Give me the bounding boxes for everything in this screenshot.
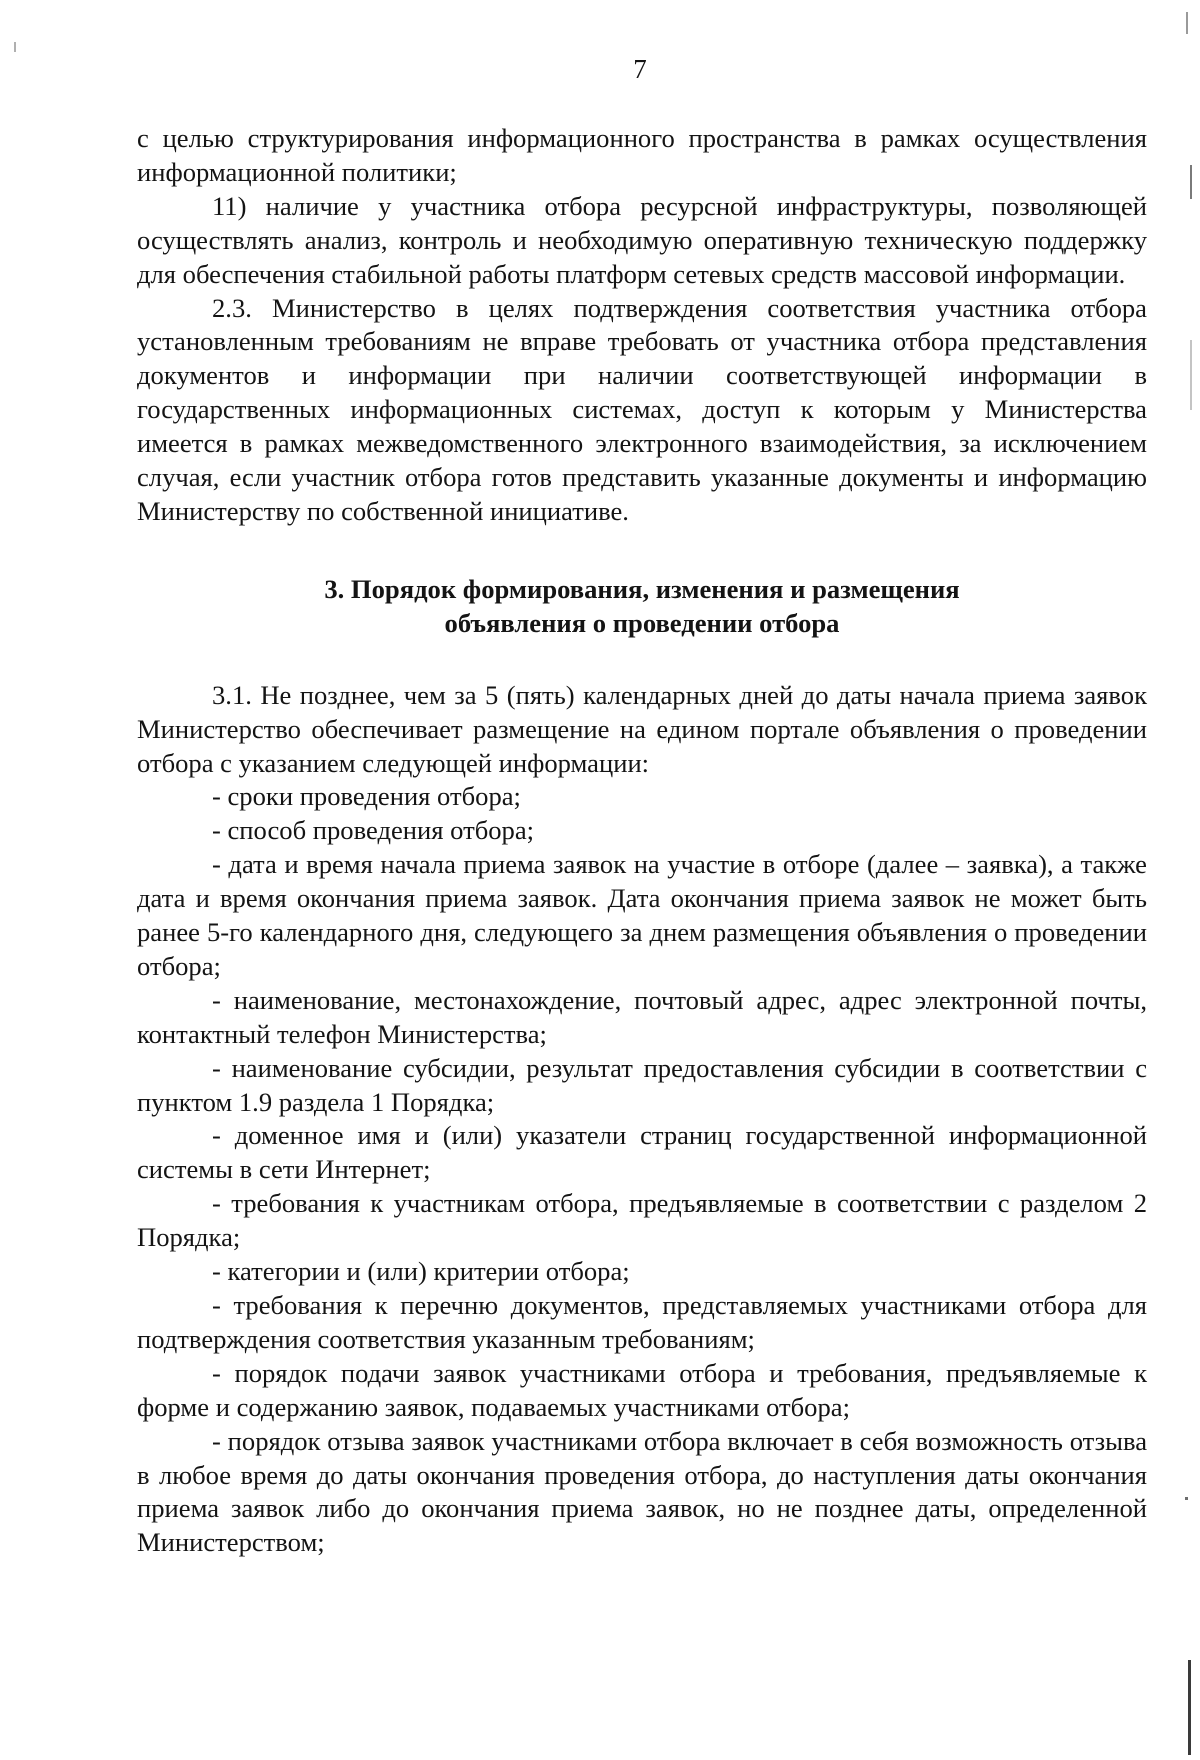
list-item: - требования к участникам отбора, предъявляемые в соответствии с разделом 2 Порядка; bbox=[137, 1188, 1147, 1253]
list-item: - наименование, местонахождение, почтовый адрес, адрес электронной почты, контактный телефон Министерства; bbox=[137, 984, 1147, 1049]
scan-artifact bbox=[1186, 12, 1188, 34]
section-heading-line: 3. Порядок формирования, изменения и размещения bbox=[324, 573, 960, 604]
list-item: - способ проведения отбора; bbox=[212, 815, 535, 846]
scan-artifact bbox=[1190, 165, 1192, 199]
list-item: - сроки проведения отбора; bbox=[212, 781, 521, 812]
list-item: - доменное имя и (или) указатели страниц государственной информационной системы в сети Интернет; bbox=[137, 1120, 1147, 1185]
list-item: - категории и (или) критерии отбора; bbox=[212, 1256, 630, 1287]
scan-artifact bbox=[1188, 1660, 1191, 1755]
paragraph: 11) наличие у участника отбора ресурсной инфраструктуры, позволяющей осуществлять анализ, контроль и необходимую оперативную техническую поддержку для обеспечения стабильной работы платформ сетевых средств массовой информации. bbox=[137, 190, 1147, 289]
list-item: - требования к перечню документов, представляемых участниками отбора для подтверждения соответствия указанным требованиям; bbox=[137, 1290, 1147, 1354]
list-item: - порядок подачи заявок участниками отбора и требования, предъявляемые к форме и содержанию заявок, подаваемых участниками отбора; bbox=[137, 1357, 1147, 1422]
page-number: 7 bbox=[633, 54, 647, 84]
list-item: - наименование субсидии, результат предоставления субсидии в соответствии с пунктом 1.9 раздела 1 Порядка; bbox=[137, 1052, 1147, 1117]
paragraph: с целью структурирования информационного пространства в рамках осуществления информационной политики; bbox=[137, 123, 1147, 187]
paragraph: 3.1. Не позднее, чем за 5 (пять) календарных дней до даты начала приема заявок Министерство обеспечивает размещение на едином портале объявления о проведении отбора с указанием следующей информации: bbox=[137, 679, 1147, 778]
document-body bbox=[137, 122, 1147, 1560]
scan-artifact bbox=[14, 42, 16, 52]
scan-artifact bbox=[1185, 1497, 1188, 1500]
scan-artifact bbox=[1190, 340, 1192, 410]
list-item: - дата и время начала приема заявок на участие в отборе (далее – заявка), а также дата и время окончания приема заявок. Дата окончания приема заявок не может быть ранее 5-го календарного дня, следующего за днем размещения объявления о проведении отбора; bbox=[137, 849, 1147, 981]
paragraph: 2.3. Министерство в целях подтверждения соответствия участника отбора установленным требованиям не вправе требовать от участника отбора представления документов и информации при наличии соответствующей информации в государственных информационных системах, доступ к которым у Министерства имеется в рамках межведомственного электронного взаимодействия, за исключением случая, если участник отбора готов представить указанные документы и информацию Министерству по собственной инициативе. bbox=[137, 292, 1147, 526]
section-heading-line: объявления о проведении отбора bbox=[444, 607, 840, 638]
section-heading bbox=[137, 573, 1147, 641]
list-item: - порядок отзыва заявок участниками отбора включает в себя возможность отзыва в любое время до даты окончания проведения отбора, до наступления даты окончания приема заявок либо до окончания приема заявок, но не позднее даты, определенной Министерством; bbox=[137, 1425, 1147, 1558]
